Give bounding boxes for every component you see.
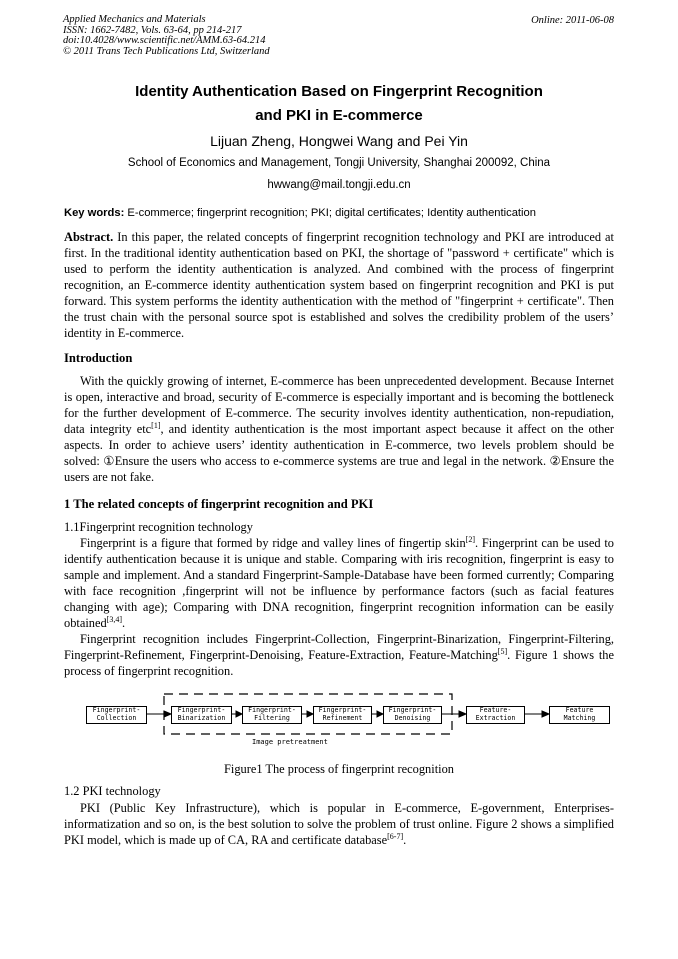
keywords-text: E-commerce; fingerprint recognition; PKI; digital certificates; Identity authentication	[127, 207, 536, 219]
para-3b: .	[403, 833, 407, 847]
doi-line: doi:10.4028/www.scientific.net/AMM.63-64.214	[63, 35, 266, 46]
keywords	[64, 207, 624, 219]
citation: [2]	[465, 534, 475, 544]
figure1-diagram	[64, 690, 624, 750]
para-1a: Fingerprint is a figure that formed by ridge and valley lines of fingertip skin	[80, 536, 466, 550]
intro-text-1: With the quickly growing of internet, E-commerce has been unprecedented development. Because Internet is open, interactive and broad, security of E-commerce is especially important and is becoming the bottleneck for the further development of E-commerce. The security involves identity authentication, non-repudiation, data integrity etc	[64, 374, 614, 436]
paper-title-line1: Identity Authentication Based on Fingerprint Recognition	[135, 83, 543, 100]
journal-meta	[63, 15, 270, 57]
section1-2-body	[64, 800, 614, 848]
step-fingerprint-binarization: Fingerprint- Binarization	[171, 706, 232, 724]
paper-title-line2: and PKI in E-commerce	[255, 107, 423, 124]
section1-heading: 1 The related concepts of fingerprint recognition and PKI	[64, 497, 374, 511]
para-1c: .	[122, 616, 126, 630]
step-fingerprint-denoising: Fingerprint- Denoising	[383, 706, 442, 724]
subsection-1-2-heading: 1.2 PKI technology	[64, 784, 161, 798]
step-feature-matching: Feature Matching	[549, 706, 610, 724]
citation: [3,4]	[106, 614, 122, 624]
keywords-label: Key words:	[64, 207, 125, 219]
step-fingerprint-filtering: Fingerprint- Filtering	[242, 706, 302, 724]
image-pretreatment-label: Image pretreatment	[252, 738, 328, 746]
introduction-body	[64, 373, 614, 485]
journal-name: Applied Mechanics and Materials	[63, 14, 206, 25]
citation: [1]	[151, 420, 161, 430]
step-fingerprint-collection: Fingerprint- Collection	[86, 706, 147, 724]
figure1-caption: Figure1 The process of fingerprint recognition	[224, 762, 454, 776]
section1-1-body	[64, 535, 614, 679]
para-2b: . Figure 1 shows the process of fingerprint recognition.	[64, 648, 614, 678]
para-3a: PKI (Public Key Infrastructure), which is popular in E-commerce, E-government, Enterprises-informatization and so on, is the best solution to solve the problem of trust online. Figure 2 shows a simplified PKI model, which is made up of CA, RA and certificate database	[64, 801, 614, 847]
abstract-text: In this paper, the related concepts of fingerprint recognition technology and PKI are introduced at first. In the traditional identity authentication based on PKI, the shortage of "password + certificate" which is used to perform the identity authentication is analyzed. And combined with the process of fingerprint recognition, an E-commerce identity authentication system based on fingerprint recognition and PKI is put forward. This system performs the identity authentication with the method of "fingerprint + certificate". Then the trust chain with the personal source spot is established and solves the credibility problem of the users’ identity in E-commerce.	[64, 230, 614, 340]
citation: [6-7]	[387, 831, 404, 841]
step-feature-extraction: Feature- Extraction	[466, 706, 525, 724]
arrow	[459, 711, 466, 717]
issn-line: ISSN: 1662-7482, Vols. 63-64, pp 214-217	[63, 24, 242, 36]
intro-text-2: , and identity authentication is the most important aspect because it affect on the other aspects. In order to achieve users’ identity authentication in E-commerce, two levels problem should be solved: ①Ensure the users who access to e-commerce systems are true and legal in the network. ②Ensure the users are not fake.	[64, 422, 614, 484]
abstract	[64, 229, 614, 341]
affiliation: School of Economics and Management, Tongji University, Shanghai 200092, China	[127, 157, 551, 169]
para-2a: Fingerprint recognition includes Fingerprint-Collection, Fingerprint-Binarization, Fingerprint-Filtering, Fingerprint-Refinement, Fingerprint-Denoising, Feature-Extraction, Feature-Matching	[64, 632, 614, 662]
subsection-1-1-heading: 1.1Fingerprint recognition technology	[64, 520, 253, 534]
introduction-heading: Introduction	[64, 351, 133, 365]
authors: Lijuan Zheng, Hongwei Wang and Pei Yin	[210, 133, 468, 149]
online-date: Online: 2011-06-08	[531, 15, 614, 26]
step-fingerprint-refinement: Fingerprint- Refinement	[313, 706, 372, 724]
author-email: hwwang@mail.tongji.edu.cn	[267, 179, 411, 191]
abstract-label: Abstract.	[64, 230, 114, 244]
citation: [5]	[497, 646, 508, 656]
para-1b: . Fingerprint can be used to identify authentication because it is unique and stable. Comparing with iris recognition, fingerprint is easy to sample and implement. And a standard Fingerprint-Sample-Database have been formed currently; Comparing with face recognition ,fingerprint will not be influence by performance factors (such as facial features changing with age); Comparing with DNA recognition, fingerprint recognition information can be easily obtained	[64, 536, 614, 630]
copyright-line: © 2011 Trans Tech Publications Ltd, Switzerland	[63, 45, 270, 57]
arrow	[164, 711, 171, 717]
arrow	[542, 711, 549, 717]
